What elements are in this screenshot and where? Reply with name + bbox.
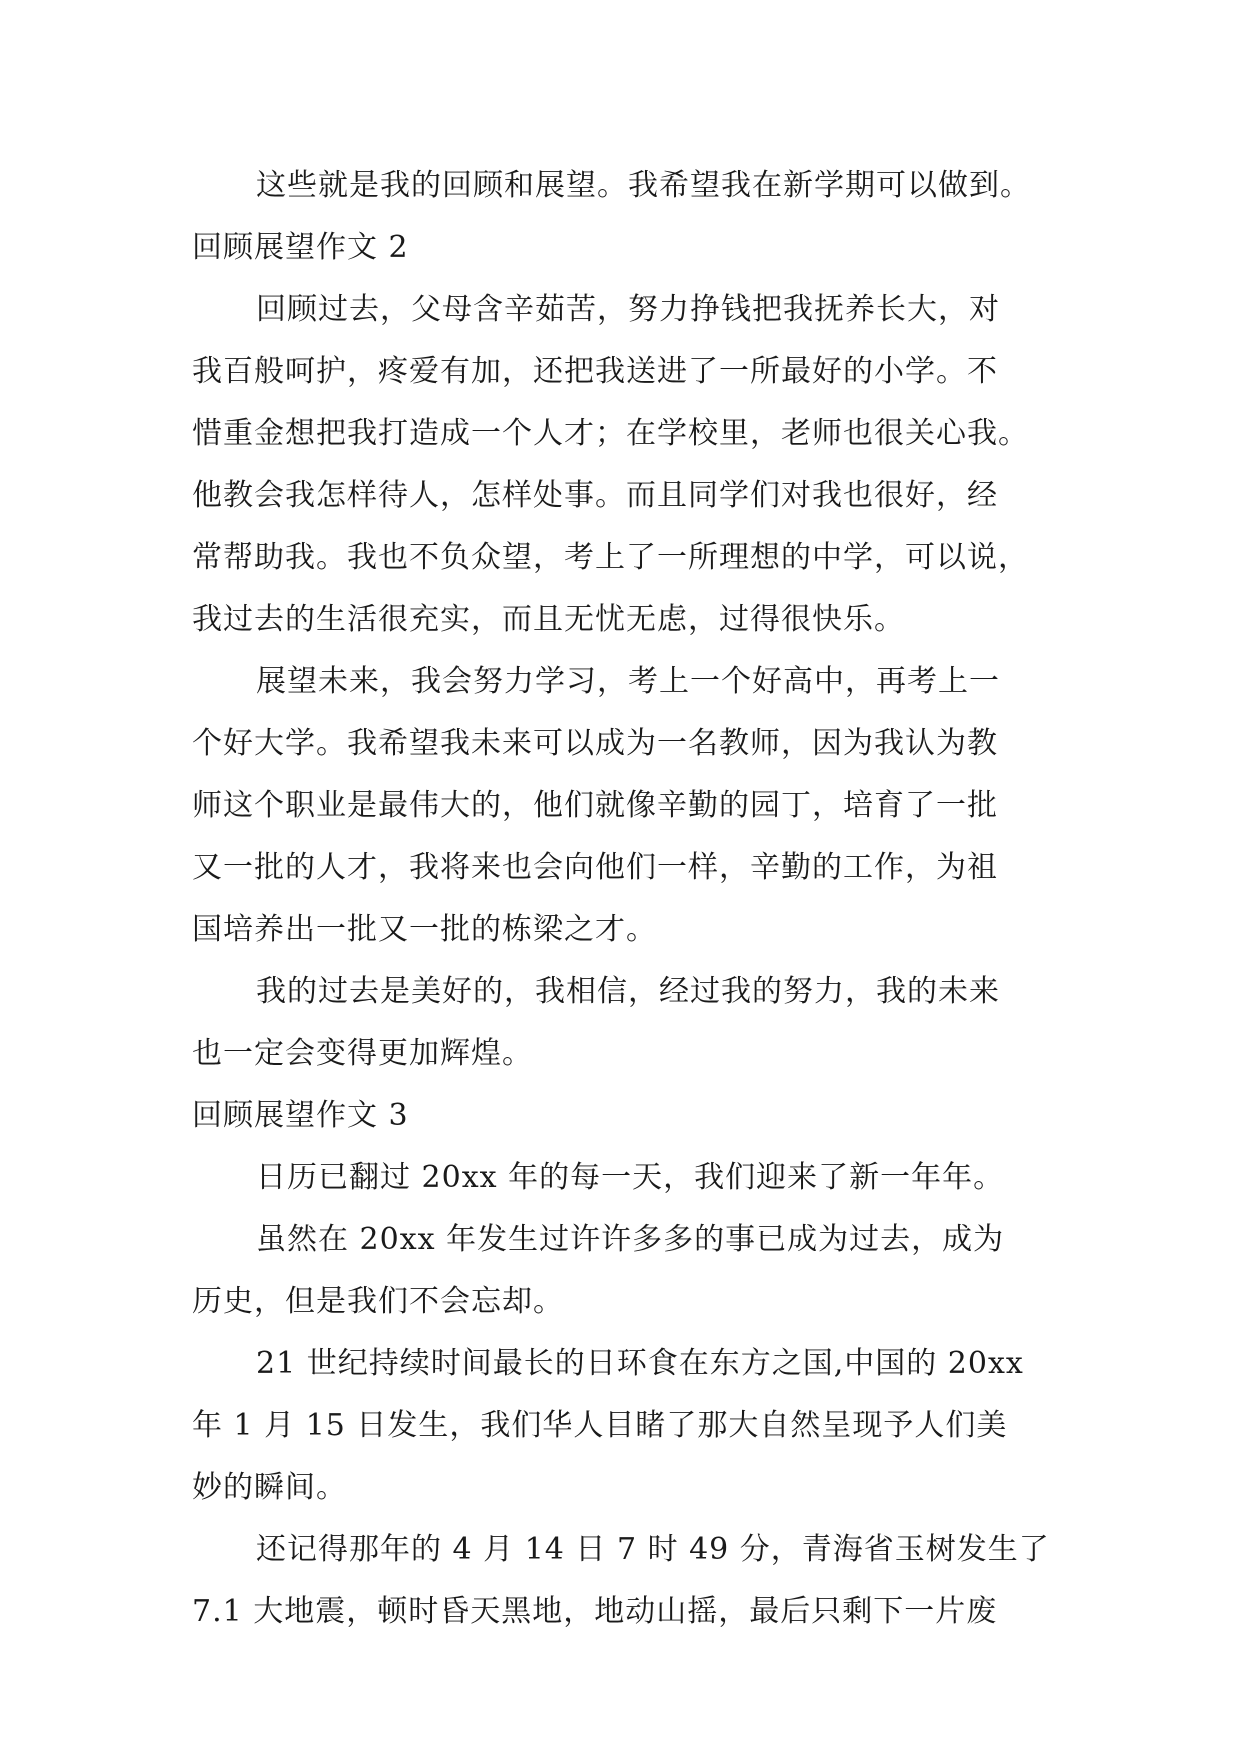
- paragraph-line: 还记得那年的 4 月 14 日 7 时 49 分，青海省玉树发生了: [256, 1532, 1050, 1567]
- paragraph-line: 我过去的生活很充实，而且无忧无虑，过得很快乐。: [192, 602, 905, 637]
- paragraph-line: 年 1 月 15 日发生，我们华人目睹了那大自然呈现予人们美: [192, 1408, 1008, 1443]
- paragraph-line: 也一定会变得更加辉煌。: [192, 1036, 533, 1071]
- paragraph-line: 惜重金想把我打造成一个人才；在学校里，老师也很关心我。: [192, 416, 1029, 451]
- paragraph-line: 我百般呵护，疼爱有加，还把我送进了一所最好的小学。不: [192, 354, 998, 389]
- paragraph-line: 妙的瞬间。: [192, 1470, 347, 1505]
- paragraph-line: 他教会我怎样待人，怎样处事。而且同学们对我也很好，经: [192, 478, 998, 513]
- paragraph-line: 7.1 大地震，顿时昏天黑地，地动山摇，最后只剩下一片废: [192, 1594, 998, 1629]
- paragraph-line: 展望未来，我会努力学习，考上一个好高中，再考上一: [256, 664, 1000, 699]
- paragraph-line: 虽然在 20xx 年发生过许许多多的事已成为过去，成为: [256, 1222, 1005, 1257]
- paragraph-line: 个好大学。我希望我未来可以成为一名教师，因为我认为教: [192, 726, 998, 761]
- paragraph-line: 历史，但是我们不会忘却。: [192, 1284, 564, 1319]
- paragraph-line: 回顾过去，父母含辛茹苦，努力挣钱把我抚养长大，对: [256, 292, 1000, 327]
- paragraph-line: 师这个职业是最伟大的，他们就像辛勤的园丁，培育了一批: [192, 788, 998, 823]
- paragraph-line: 这些就是我的回顾和展望。我希望我在新学期可以做到。: [256, 168, 1031, 203]
- section-heading: 回顾展望作文 3: [192, 1098, 409, 1133]
- paragraph-line: 日历已翻过 20xx 年的每一天，我们迎来了新一年年。: [256, 1160, 1005, 1195]
- paragraph-line: 21 世纪持续时间最长的日环食在东方之国,中国的 20xx: [256, 1346, 1024, 1381]
- paragraph-line: 又一批的人才，我将来也会向他们一样，辛勤的工作，为祖: [192, 850, 998, 885]
- section-heading: 回顾展望作文 2: [192, 230, 409, 265]
- paragraph-line: 常帮助我。我也不负众望，考上了一所理想的中学，可以说，: [192, 540, 1029, 575]
- paragraph-line: 国培养出一批又一批的栋梁之才。: [192, 912, 657, 947]
- paragraph-line: 我的过去是美好的，我相信，经过我的努力，我的未来: [256, 974, 1000, 1009]
